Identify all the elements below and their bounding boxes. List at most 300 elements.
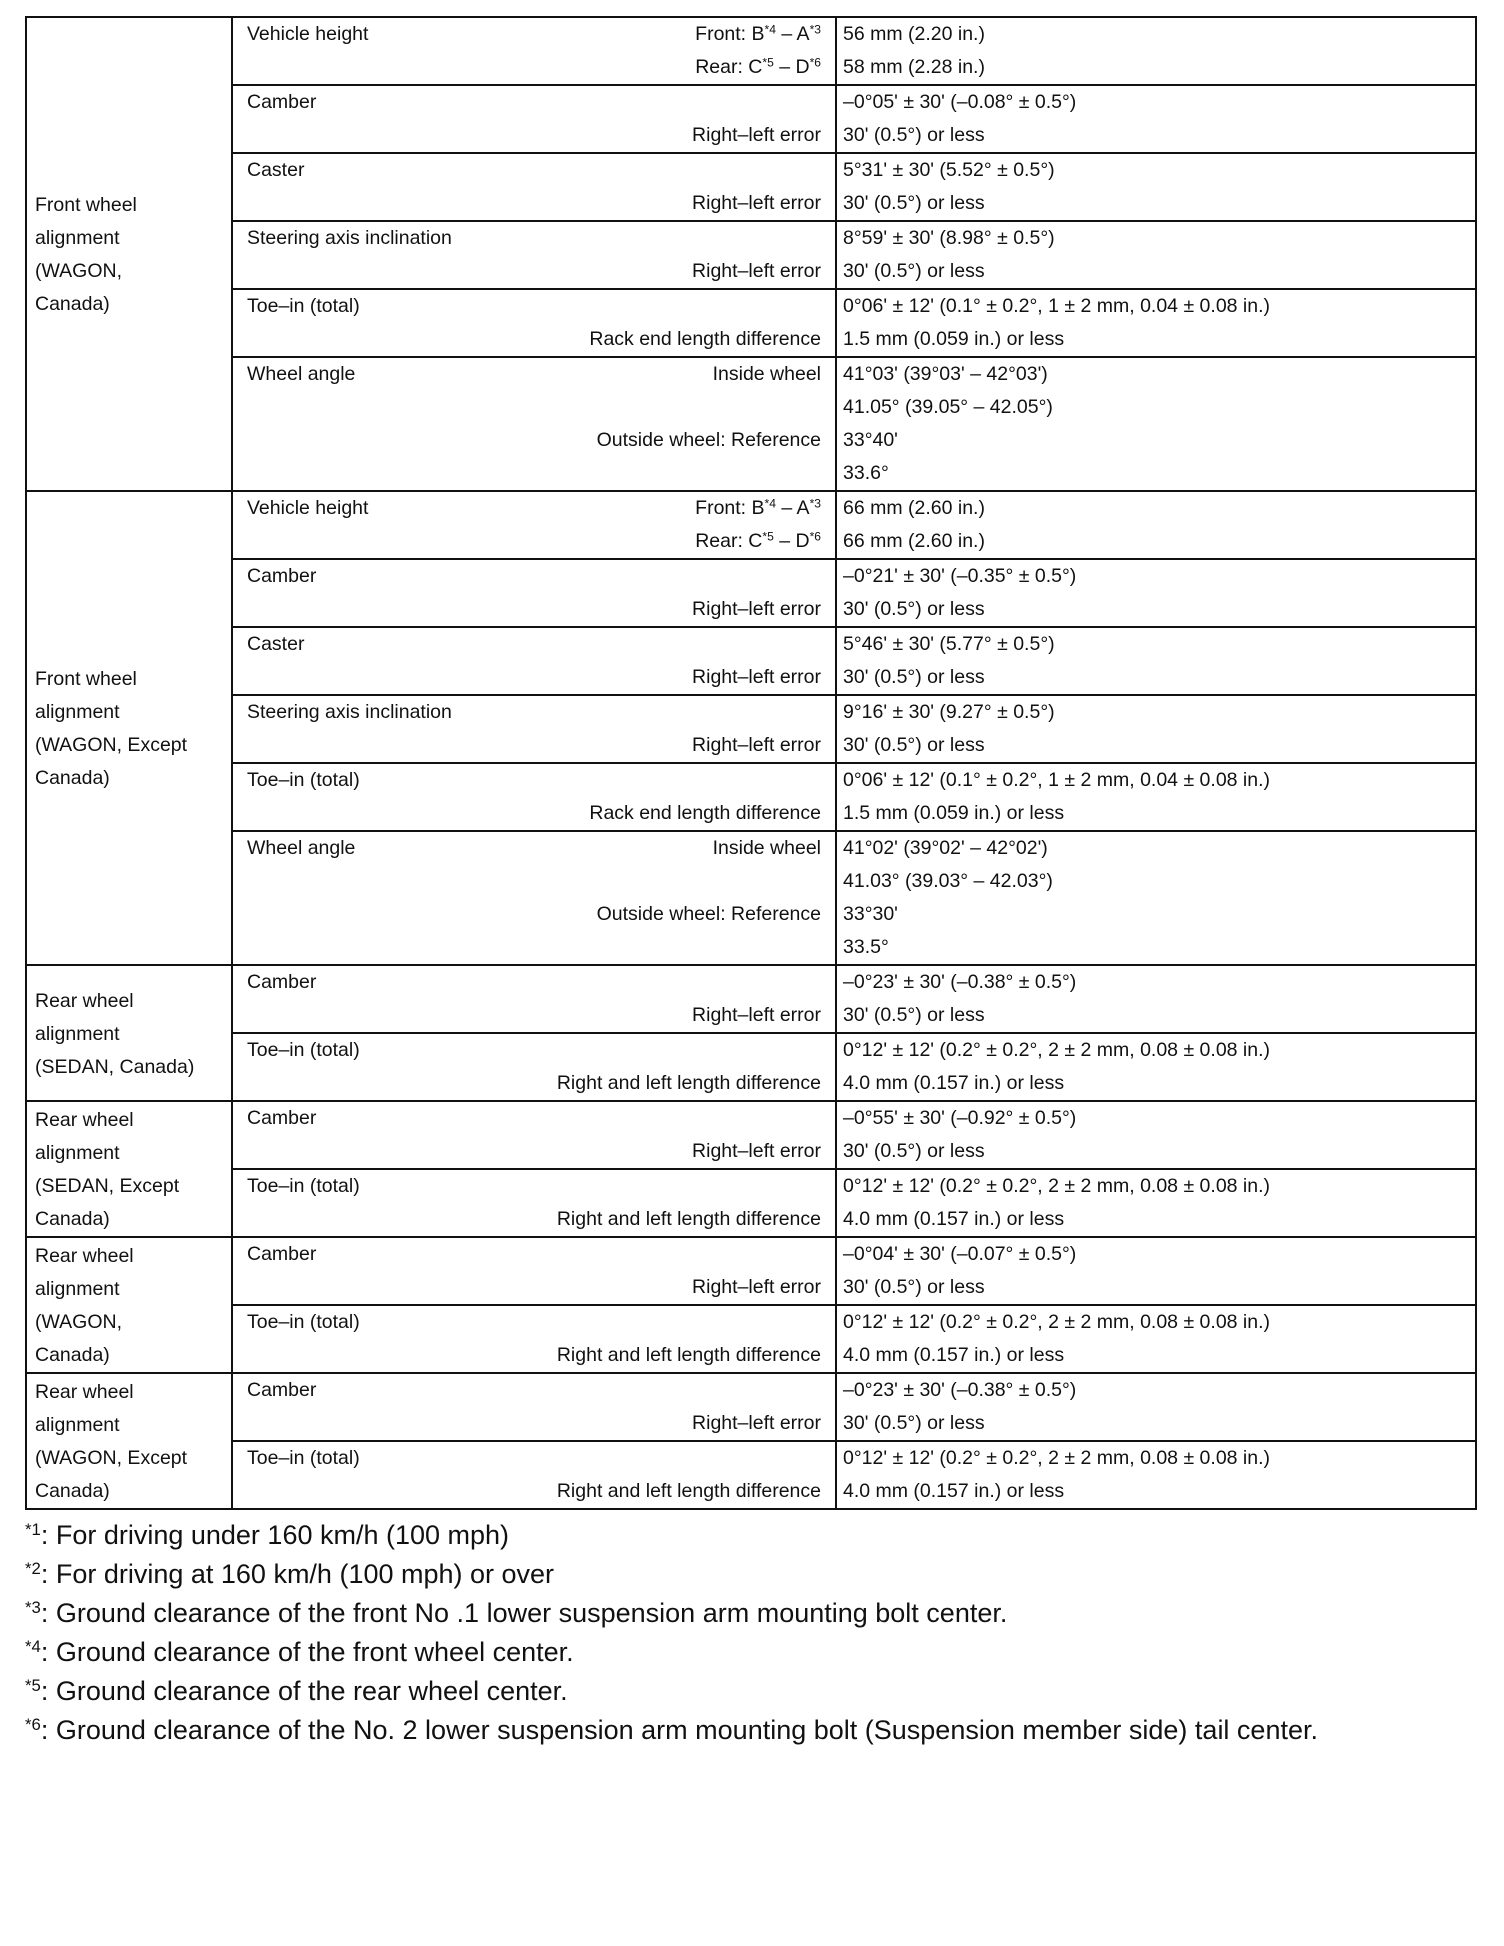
spec-value: 4.0 mm (0.157 in.) or less: [843, 1344, 1065, 1366]
sub-text: – A: [775, 23, 810, 45]
value-cell: [836, 153, 1476, 221]
item-sub-label: [821, 290, 829, 323]
spec-value: 66 mm (2.60 in.): [843, 530, 985, 552]
spec-value: 0°12' ± 12' (0.2° ± 0.2°, 2 ± 2 mm, 0.08 ± 0.08 in.): [843, 1175, 1271, 1197]
item-sub-label: [821, 457, 829, 490]
value-cell: [836, 559, 1476, 627]
item-sub-label: [713, 832, 829, 865]
item-cell: [232, 763, 836, 831]
item-sub-label: [821, 560, 829, 593]
spec-value: 33.5°: [843, 936, 889, 958]
footnote: [25, 1594, 1475, 1633]
item-label-spacer: [239, 661, 247, 694]
group-label-line: Canada): [35, 1344, 110, 1366]
sub-text: Right and left length difference: [556, 1208, 821, 1230]
spec-value: 5°31' ± 30' (5.52° ± 0.5°): [843, 159, 1055, 181]
group-label-cell: [26, 17, 232, 491]
item-label-spacer: [239, 593, 247, 626]
item-sub-label: [692, 593, 829, 626]
item-line: [239, 1339, 829, 1372]
spec-value: 30' (0.5°) or less: [843, 1140, 985, 1162]
spec-value: 4.0 mm (0.157 in.) or less: [843, 1072, 1065, 1094]
group-label: [35, 1374, 223, 1508]
value-cell: [836, 965, 1476, 1033]
spec-value: 30' (0.5°) or less: [843, 666, 985, 688]
item-sub-label: [821, 628, 829, 661]
item-label: Toe–in (total): [247, 1311, 360, 1333]
spec-row: [26, 289, 1476, 357]
group-label-line: alignment: [35, 1022, 120, 1045]
spec-row: [26, 1373, 1476, 1441]
item-cell: [232, 1101, 836, 1169]
item-sub-label: [557, 1067, 829, 1100]
sub-text: Rear: C: [695, 56, 763, 78]
sub-text: Inside wheel: [712, 837, 821, 859]
item-line: [239, 290, 829, 323]
item-label: Toe–in (total): [247, 295, 360, 317]
item-line: [239, 1271, 829, 1304]
item-label-spacer: [239, 898, 247, 931]
item-cell: [232, 695, 836, 763]
item-label-spacer: [239, 1067, 247, 1100]
item-sub-label: [692, 661, 829, 694]
spec-value: 4.0 mm (0.157 in.) or less: [843, 1480, 1065, 1502]
item-cell: [232, 85, 836, 153]
spec-row: [26, 1441, 1476, 1509]
item-sub-label: [713, 358, 829, 391]
item-line: [239, 255, 829, 288]
value-cell: [836, 1305, 1476, 1373]
spec-value: 30' (0.5°) or less: [843, 1276, 985, 1298]
item-sub-label: [692, 999, 829, 1032]
footnote-mark: *6: [25, 1714, 41, 1734]
footnote-text: : Ground clearance of the No. 2 lower suspension arm mounting bolt (Suspension member side) tail center.: [40, 1715, 1318, 1745]
group-label-line: alignment: [35, 227, 120, 249]
item-label: Camber: [247, 971, 317, 993]
item-label: Camber: [247, 1379, 317, 1401]
item-label-spacer: [239, 1339, 247, 1372]
item-line: [239, 1374, 829, 1407]
group-label-cell: [26, 965, 232, 1101]
item-line: [239, 1170, 829, 1203]
sub-text: Rack end length difference: [589, 802, 821, 824]
group-label-line: alignment: [35, 1278, 120, 1300]
item-line: [239, 119, 829, 152]
item-line: [239, 832, 829, 865]
item-sub-label: [821, 154, 829, 187]
spec-row: [26, 1237, 1476, 1305]
item-sub-label: [692, 729, 829, 762]
item-line: [239, 966, 829, 999]
item-line: [239, 898, 829, 931]
sub-text: Inside wheel: [712, 363, 821, 385]
group-label: [35, 983, 223, 1084]
footnote: [25, 1516, 1475, 1555]
sub-text: Right–left error: [692, 734, 821, 756]
spec-row: [26, 153, 1476, 221]
group-label-line: Front wheel: [35, 194, 137, 216]
item-line: [239, 154, 829, 187]
spec-value: 0°06' ± 12' (0.1° ± 0.2°, 1 ± 2 mm, 0.04 ± 0.08 in.): [843, 769, 1271, 791]
spec-row: [26, 357, 1476, 491]
item-line: [239, 931, 829, 964]
item-sub-label: [821, 86, 829, 119]
footnote-ref: *4: [764, 22, 776, 37]
item-cell: [232, 1305, 836, 1373]
sub-text: Right–left error: [692, 192, 821, 214]
spec-value: 30' (0.5°) or less: [843, 192, 985, 214]
value-cell: [836, 1237, 1476, 1305]
footnote-text: : Ground clearance of the rear wheel center.: [40, 1676, 568, 1706]
item-sub-label: [695, 492, 829, 525]
item-label: Caster: [247, 159, 305, 181]
item-label-spacer: [239, 391, 247, 424]
sub-text: Right–left error: [692, 1276, 821, 1298]
spec-row: [26, 627, 1476, 695]
item-label-spacer: [239, 1407, 247, 1440]
footnote-text: : For driving under 160 km/h (100 mph): [40, 1520, 510, 1550]
item-line: [239, 1407, 829, 1440]
spec-row: [26, 85, 1476, 153]
footnote-ref: *5: [762, 55, 774, 70]
value-cell: [836, 1101, 1476, 1169]
value-cell: [836, 1373, 1476, 1441]
item-line: [239, 1102, 829, 1135]
spec-document: [25, 16, 1475, 1750]
group-label: [35, 1102, 223, 1236]
item-sub-label: [692, 1271, 829, 1304]
item-line: [239, 764, 829, 797]
item-line: [239, 1306, 829, 1339]
item-label-spacer: [239, 119, 247, 152]
item-sub-label: [821, 222, 829, 255]
group-label-line: Rear wheel: [35, 1245, 134, 1267]
footnote-ref: *3: [809, 496, 821, 511]
item-line: [239, 628, 829, 661]
sub-text: – A: [775, 497, 810, 519]
value-cell: [836, 627, 1476, 695]
spec-value: 30' (0.5°) or less: [843, 1412, 985, 1434]
group-label-line: Rear wheel: [35, 989, 134, 1012]
item-sub-label: [821, 966, 829, 999]
group-label: [35, 187, 223, 321]
item-cell: [232, 1237, 836, 1305]
item-sub-label: [821, 1442, 829, 1475]
value-cell: [836, 763, 1476, 831]
group-label-line: alignment: [35, 701, 120, 723]
item-label-spacer: [239, 1203, 247, 1236]
item-cell: [232, 1169, 836, 1237]
item-label: Toe–in (total): [247, 1447, 360, 1469]
item-line: [239, 1034, 829, 1067]
group-label-line: Rear wheel: [35, 1381, 134, 1403]
item-sub-label: [821, 764, 829, 797]
footnote-mark: *1: [25, 1519, 41, 1539]
item-line: [239, 1203, 829, 1236]
item-sub-label: [692, 1407, 829, 1440]
sub-text: Front: B: [695, 23, 765, 45]
footnote-ref: *6: [809, 529, 821, 544]
item-line: [239, 593, 829, 626]
item-line: [239, 86, 829, 119]
spec-row: [26, 831, 1476, 965]
item-sub-label: [821, 931, 829, 964]
item-sub-label: [597, 898, 829, 931]
item-label-spacer: [239, 1475, 247, 1508]
group-label-cell: [26, 1373, 232, 1509]
group-label-line: Canada): [35, 767, 110, 789]
footnote-ref: *3: [809, 22, 821, 37]
item-label-spacer: [239, 457, 247, 490]
group-label-cell: [26, 1237, 232, 1373]
item-sub-label: [557, 1475, 829, 1508]
sub-text: Front: B: [695, 497, 765, 519]
item-line: [239, 696, 829, 729]
item-label-spacer: [239, 1271, 247, 1304]
sub-text: Right–left error: [692, 1004, 821, 1026]
item-sub-label: [692, 255, 829, 288]
footnote-text: : For driving at 160 km/h (100 mph) or over: [40, 1559, 555, 1589]
item-sub-label: [557, 1339, 829, 1372]
value-cell: [836, 289, 1476, 357]
item-label: Wheel angle: [247, 837, 356, 859]
item-label-spacer: [239, 323, 247, 356]
item-line: [239, 560, 829, 593]
value-cell: [836, 1169, 1476, 1237]
footnote-mark: *5: [25, 1675, 41, 1695]
item-label-spacer: [239, 525, 247, 558]
group-label-line: Rear wheel: [35, 1109, 134, 1131]
value-cell: [836, 357, 1476, 491]
item-cell: [232, 491, 836, 559]
group-label-cell: [26, 491, 232, 965]
group-label-line: Canada): [35, 293, 110, 315]
group-label-line: alignment: [35, 1142, 120, 1164]
item-line: [239, 424, 829, 457]
spec-row: [26, 491, 1476, 559]
spec-row: [26, 965, 1476, 1033]
item-sub-label: [589, 323, 829, 356]
group-label: [35, 1238, 223, 1372]
group-label-line: (WAGON, Except: [35, 734, 188, 756]
group-label-line: Front wheel: [35, 668, 137, 690]
footnote: [25, 1711, 1475, 1750]
spec-row: [26, 1101, 1476, 1169]
item-sub-label: [589, 797, 829, 830]
spec-value: 9°16' ± 30' (9.27° ± 0.5°): [843, 701, 1055, 723]
item-sub-label: [695, 525, 829, 558]
spec-row: [26, 1169, 1476, 1237]
item-line: [239, 525, 829, 558]
spec-value: –0°55' ± 30' (–0.92° ± 0.5°): [843, 1107, 1077, 1129]
item-label: Vehicle height: [247, 23, 369, 45]
spec-table-body: [26, 17, 1476, 1509]
spec-value: 0°12' ± 12' (0.2° ± 0.2°, 2 ± 2 mm, 0.08 ± 0.08 in.): [843, 1447, 1271, 1469]
spec-value: 30' (0.5°) or less: [843, 734, 985, 756]
item-label-spacer: [239, 999, 247, 1032]
item-cell: [232, 1441, 836, 1509]
sub-text: Right–left error: [692, 666, 821, 688]
spec-value: 58 mm (2.28 in.): [843, 56, 985, 78]
sub-text: – D: [773, 56, 810, 78]
spec-value: 0°12' ± 12' (0.2° ± 0.2°, 2 ± 2 mm, 0.08 ± 0.08 in.): [843, 1311, 1271, 1333]
value-cell: [836, 17, 1476, 85]
item-cell: [232, 965, 836, 1033]
item-label-spacer: [239, 931, 247, 964]
item-cell: [232, 357, 836, 491]
spec-value: 5°46' ± 30' (5.77° ± 0.5°): [843, 633, 1055, 655]
item-line: [239, 1238, 829, 1271]
sub-text: Right–left error: [692, 598, 821, 620]
item-line: [239, 1135, 829, 1168]
spec-value: –0°23' ± 30' (–0.38° ± 0.5°): [843, 1379, 1077, 1401]
footnote-ref: *4: [764, 496, 776, 511]
sub-text: Right–left error: [692, 124, 821, 146]
item-sub-label: [821, 1102, 829, 1135]
sub-text: Right–left error: [692, 1140, 821, 1162]
spec-row: [26, 763, 1476, 831]
group-label-line: Canada): [35, 1208, 110, 1230]
spec-value: 56 mm (2.20 in.): [843, 23, 985, 45]
footnote-mark: *4: [25, 1636, 41, 1656]
item-line: [239, 999, 829, 1032]
item-label: Wheel angle: [247, 363, 356, 385]
item-label: Camber: [247, 1107, 317, 1129]
value-cell: [836, 491, 1476, 559]
spec-value: 4.0 mm (0.157 in.) or less: [843, 1208, 1065, 1230]
footnote: [25, 1633, 1475, 1672]
item-sub-label: [821, 865, 829, 898]
item-line: [239, 661, 829, 694]
item-sub-label: [821, 1374, 829, 1407]
spec-value: –0°04' ± 30' (–0.07° ± 0.5°): [843, 1243, 1077, 1265]
spec-row: [26, 1305, 1476, 1373]
spec-row: [26, 559, 1476, 627]
sub-text: – D: [773, 530, 810, 552]
group-label-cell: [26, 1101, 232, 1237]
spec-row: [26, 695, 1476, 763]
spec-value: 1.5 mm (0.059 in.) or less: [843, 802, 1065, 824]
item-line: [239, 358, 829, 391]
value-cell: [836, 831, 1476, 965]
item-label: Steering axis inclination: [247, 227, 452, 249]
spec-value: 30' (0.5°) or less: [843, 124, 985, 146]
item-label-spacer: [239, 51, 247, 84]
group-label-line: (WAGON, Except: [35, 1447, 188, 1469]
item-sub-label: [597, 424, 829, 457]
sub-text: Outside wheel: Reference: [596, 903, 821, 925]
spec-value: 33°30': [843, 903, 898, 925]
item-cell: [232, 627, 836, 695]
sub-text: Right–left error: [692, 260, 821, 282]
item-line: [239, 1442, 829, 1475]
item-label-spacer: [239, 424, 247, 457]
footnotes: [25, 1516, 1475, 1750]
sub-text: Right and left length difference: [556, 1344, 821, 1366]
group-label: [35, 661, 223, 795]
item-cell: [232, 221, 836, 289]
item-cell: [232, 559, 836, 627]
spec-value: 0°06' ± 12' (0.1° ± 0.2°, 1 ± 2 mm, 0.04 ± 0.08 in.): [843, 295, 1271, 317]
sub-text: Right and left length difference: [556, 1480, 821, 1502]
spec-value: 0°12' ± 12' (0.2° ± 0.2°, 2 ± 2 mm, 0.08 ± 0.08 in.): [843, 1039, 1271, 1061]
spec-value: 1.5 mm (0.059 in.) or less: [843, 328, 1065, 350]
spec-value: 30' (0.5°) or less: [843, 598, 985, 620]
item-cell: [232, 1033, 836, 1101]
item-label: Toe–in (total): [247, 1175, 360, 1197]
item-cell: [232, 1373, 836, 1441]
item-sub-label: [557, 1203, 829, 1236]
item-label-spacer: [239, 255, 247, 288]
spec-value: 41°03' (39°03' – 42°03'): [843, 363, 1048, 385]
item-label: Toe–in (total): [247, 1039, 360, 1061]
item-sub-label: [695, 18, 829, 51]
item-label: Camber: [247, 91, 317, 113]
spec-value: 41.03° (39.03° – 42.03°): [843, 870, 1053, 892]
group-label-line: (WAGON,: [35, 260, 123, 282]
item-line: [239, 865, 829, 898]
value-cell: [836, 221, 1476, 289]
item-label-spacer: [239, 1135, 247, 1168]
item-line: [239, 391, 829, 424]
item-cell: [232, 17, 836, 85]
item-sub-label: [695, 51, 829, 84]
item-sub-label: [692, 1135, 829, 1168]
value-cell: [836, 695, 1476, 763]
footnote: [25, 1555, 1475, 1594]
group-label-line: (SEDAN, Canada): [35, 1055, 195, 1078]
spec-value: 8°59' ± 30' (8.98° ± 0.5°): [843, 227, 1055, 249]
sub-text: Rack end length difference: [589, 328, 821, 350]
sub-text: Right and left length difference: [556, 1072, 821, 1094]
item-cell: [232, 289, 836, 357]
value-cell: [836, 85, 1476, 153]
sub-text: Right–left error: [692, 1412, 821, 1434]
item-label: Camber: [247, 565, 317, 587]
item-line: [239, 323, 829, 356]
item-sub-label: [821, 391, 829, 424]
spec-value: 30' (0.5°) or less: [843, 260, 985, 282]
sub-text: Outside wheel: Reference: [596, 429, 821, 451]
item-line: [239, 187, 829, 220]
item-label: Toe–in (total): [247, 769, 360, 791]
group-label-line: Canada): [35, 1480, 110, 1502]
item-cell: [232, 153, 836, 221]
spec-value: 41.05° (39.05° – 42.05°): [843, 396, 1053, 418]
item-line: [239, 222, 829, 255]
spec-value: –0°21' ± 30' (–0.35° ± 0.5°): [843, 565, 1077, 587]
spec-value: –0°23' ± 30' (–0.38° ± 0.5°): [843, 971, 1077, 993]
spec-value: –0°05' ± 30' (–0.08° ± 0.5°): [843, 91, 1077, 113]
item-line: [239, 492, 829, 525]
footnote-text: : Ground clearance of the front wheel center.: [40, 1637, 574, 1667]
item-sub-label: [821, 1034, 829, 1067]
spec-value: 41°02' (39°02' – 42°02'): [843, 837, 1048, 859]
spec-value: 66 mm (2.60 in.): [843, 497, 985, 519]
item-line: [239, 1067, 829, 1100]
item-line: [239, 1475, 829, 1508]
item-line: [239, 729, 829, 762]
value-cell: [836, 1033, 1476, 1101]
item-label: Camber: [247, 1243, 317, 1265]
footnote-ref: *6: [809, 55, 821, 70]
footnote-text: : Ground clearance of the front No .1 lower suspension arm mounting bolt center.: [40, 1598, 1008, 1628]
alignment-spec-table: [25, 16, 1477, 1510]
item-line: [239, 457, 829, 490]
item-label-spacer: [239, 729, 247, 762]
item-label: Vehicle height: [247, 497, 369, 519]
item-label: Steering axis inclination: [247, 701, 452, 723]
